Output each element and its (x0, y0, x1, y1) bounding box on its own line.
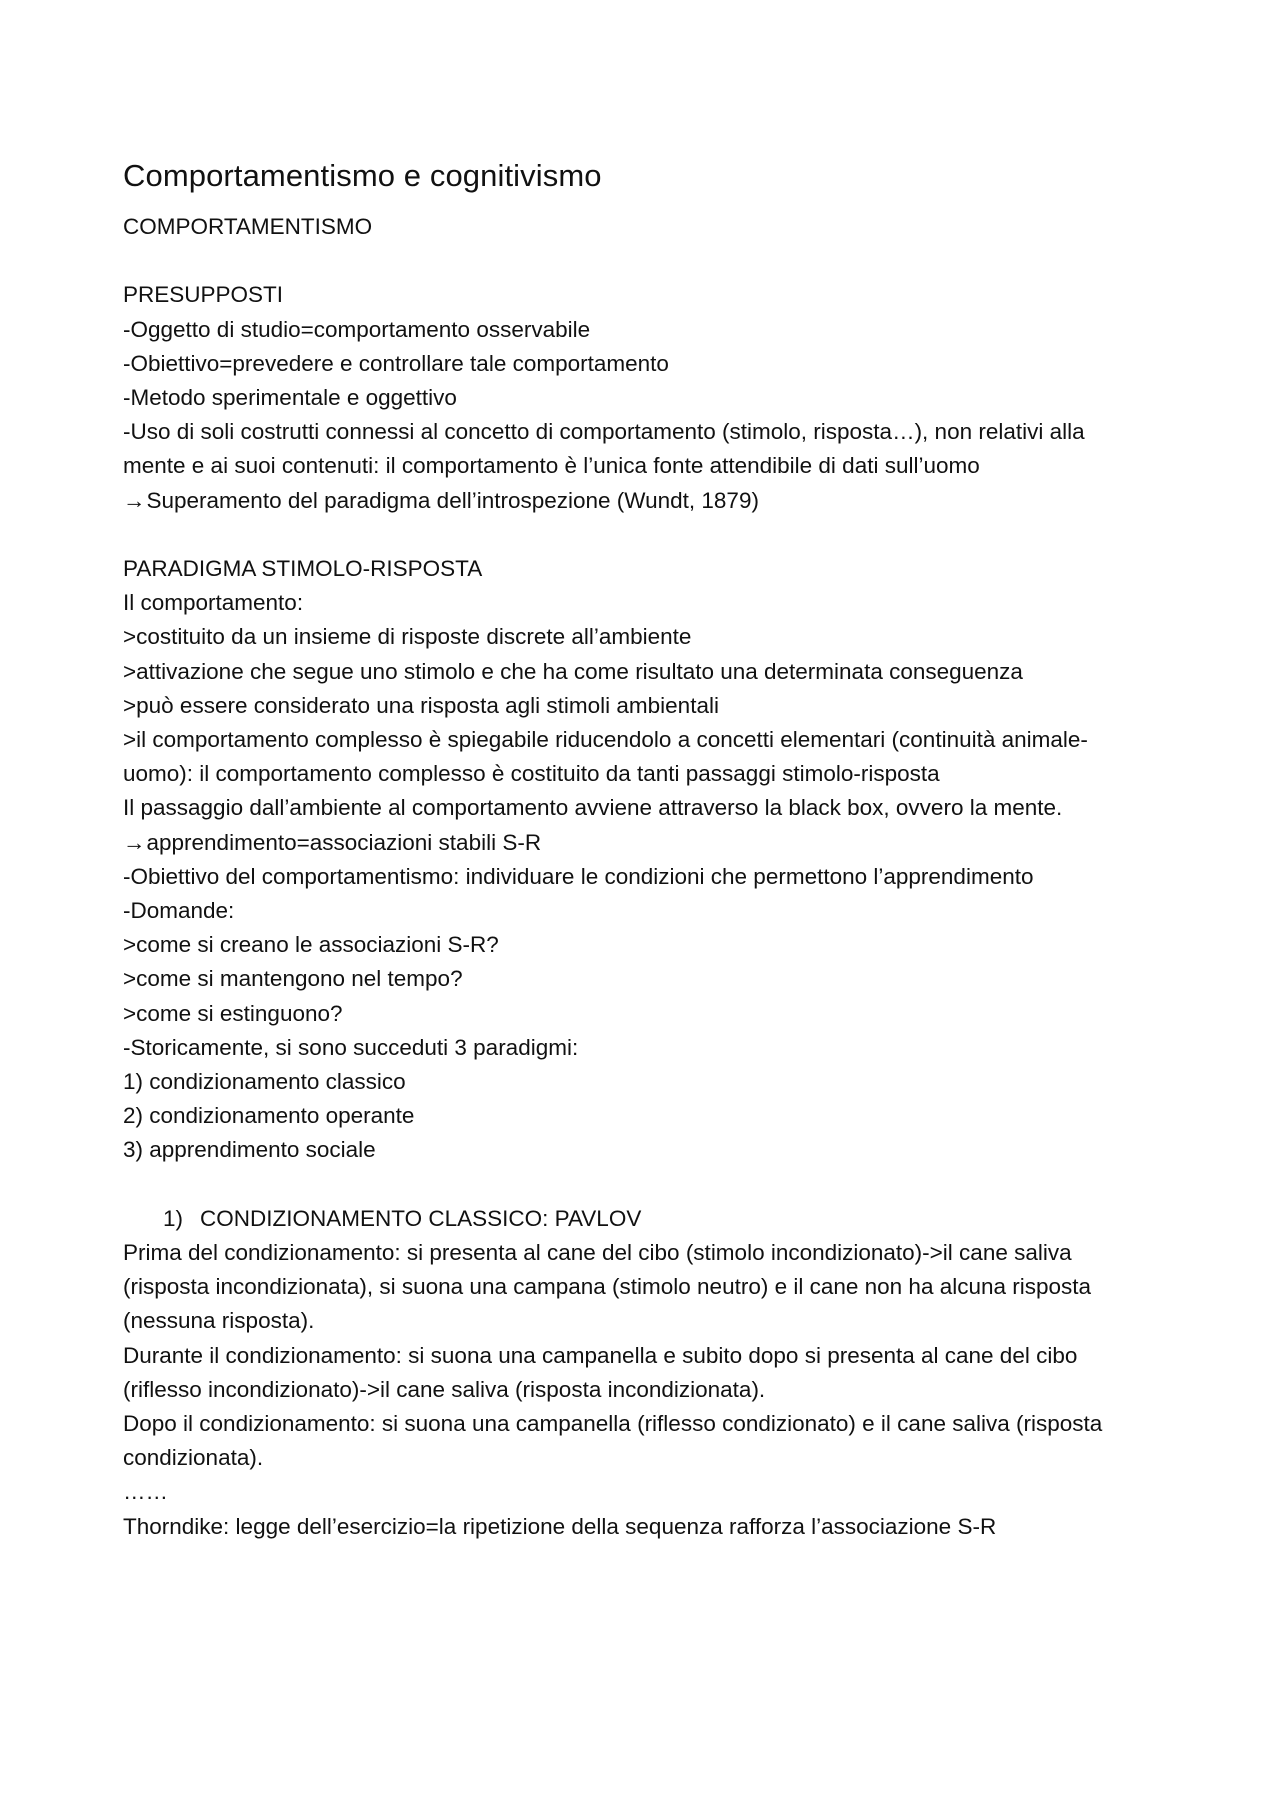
classico-line: Thorndike: legge dell’esercizio=la ripetizione della sequenza rafforza l’associazione S-R (123, 1513, 997, 1539)
classico-line: (riflesso incondizionato)->il cane saliva (risposta incondizionata). (123, 1376, 766, 1402)
paradigma-line: >costituito da un insieme di risposte discrete all’ambiente (123, 624, 692, 650)
presupposti-line: -Oggetto di studio=comportamento osservabile (123, 316, 591, 342)
right-arrow-icon: → (123, 487, 146, 513)
classico-line: condizionata). (123, 1445, 264, 1471)
classico-heading (123, 1202, 1163, 1236)
paradigma-line: Il comportamento: (123, 590, 304, 616)
classico-line: (nessuna risposta). (123, 1308, 315, 1334)
paradigma-line: >può essere considerato una risposta agli stimoli ambientali (123, 692, 719, 718)
blank-line (123, 1168, 1163, 1202)
paradigma-line: >attivazione che segue uno stimolo e che ha come risultato una determinata conseguenza (123, 658, 1023, 684)
paradigma-line: 2) condizionamento operante (123, 1103, 415, 1129)
classico-line: (risposta incondizionata), si suona una campana (stimolo neutro) e il cane non ha alcuna risposta (123, 1274, 1092, 1300)
classico-line: …… (123, 1479, 168, 1505)
presupposti-line: mente e ai suoi contenuti: il comportamento è l’unica fonte attendibile di dati sull’uomo (123, 453, 980, 479)
paradigma-line: -Storicamente, si sono succeduti 3 paradigmi: (123, 1034, 579, 1060)
paradigma-line: >come si creano le associazioni S-R? (123, 932, 499, 958)
presupposti-heading: PRESUPPOSTI (123, 282, 284, 308)
paradigma-line: Il passaggio dall’ambiente al comportamento avviene attraverso la black box, ovvero la mente. (123, 795, 1063, 821)
paradigma-line: 1) condizionamento classico (123, 1069, 406, 1095)
presupposti-line: -Uso di soli costrutti connessi al concetto di comportamento (stimolo, risposta…), non relativi alla (123, 419, 1085, 445)
blank-line (123, 244, 1163, 278)
arrow-line-text: Superamento del paradigma dell’introspezione (Wundt, 1879) (146, 487, 759, 513)
blank-line (123, 518, 1163, 552)
classico-heading-text: CONDIZIONAMENTO CLASSICO: PAVLOV (200, 1205, 642, 1231)
list-number: 1) (163, 1205, 184, 1231)
paradigma-heading: PARADIGMA STIMOLO-RISPOSTA (123, 556, 483, 581)
classico-line: Prima del condizionamento: si presenta al cane del cibo (stimolo incondizionato)->il cane saliva (123, 1240, 1072, 1266)
presupposti-line: -Obiettivo=prevedere e controllare tale comportamento (123, 350, 669, 376)
paradigma-line: >come si estinguono? (123, 1000, 343, 1026)
classico-line: Durante il condizionamento: si suona una campanella e subito dopo si presenta al cane del cibo (123, 1342, 1078, 1368)
document-content (123, 156, 1163, 1544)
document-title: Comportamentismo e cognitivismo (123, 158, 602, 193)
paradigma-line: -Domande: (123, 898, 235, 924)
presupposti-arrow-line (123, 484, 1163, 518)
arrow-line-text: apprendimento=associazioni stabili S-R (146, 829, 542, 855)
paradigma-line: uomo): il comportamento complesso è costituito da tanti passaggi stimolo-risposta (123, 761, 940, 787)
classico-line: Dopo il condizionamento: si suona una campanella (riflesso condizionato) e il cane saliva (risposta (123, 1411, 1103, 1437)
presupposti-line: -Metodo sperimentale e oggettivo (123, 385, 457, 410)
section-heading: COMPORTAMENTISMO (123, 214, 373, 239)
paradigma-line: >come si mantengono nel tempo? (123, 966, 463, 992)
paradigma-line: 3) apprendimento sociale (123, 1137, 376, 1163)
paradigma-arrow-line (123, 826, 1163, 860)
paradigma-line: -Obiettivo del comportamentismo: individuare le condizioni che permettono l’apprendimento (123, 863, 1034, 889)
paradigma-line: >il comportamento complesso è spiegabile riducendolo a concetti elementari (continuità animale- (123, 727, 1088, 753)
right-arrow-icon: → (123, 829, 146, 855)
